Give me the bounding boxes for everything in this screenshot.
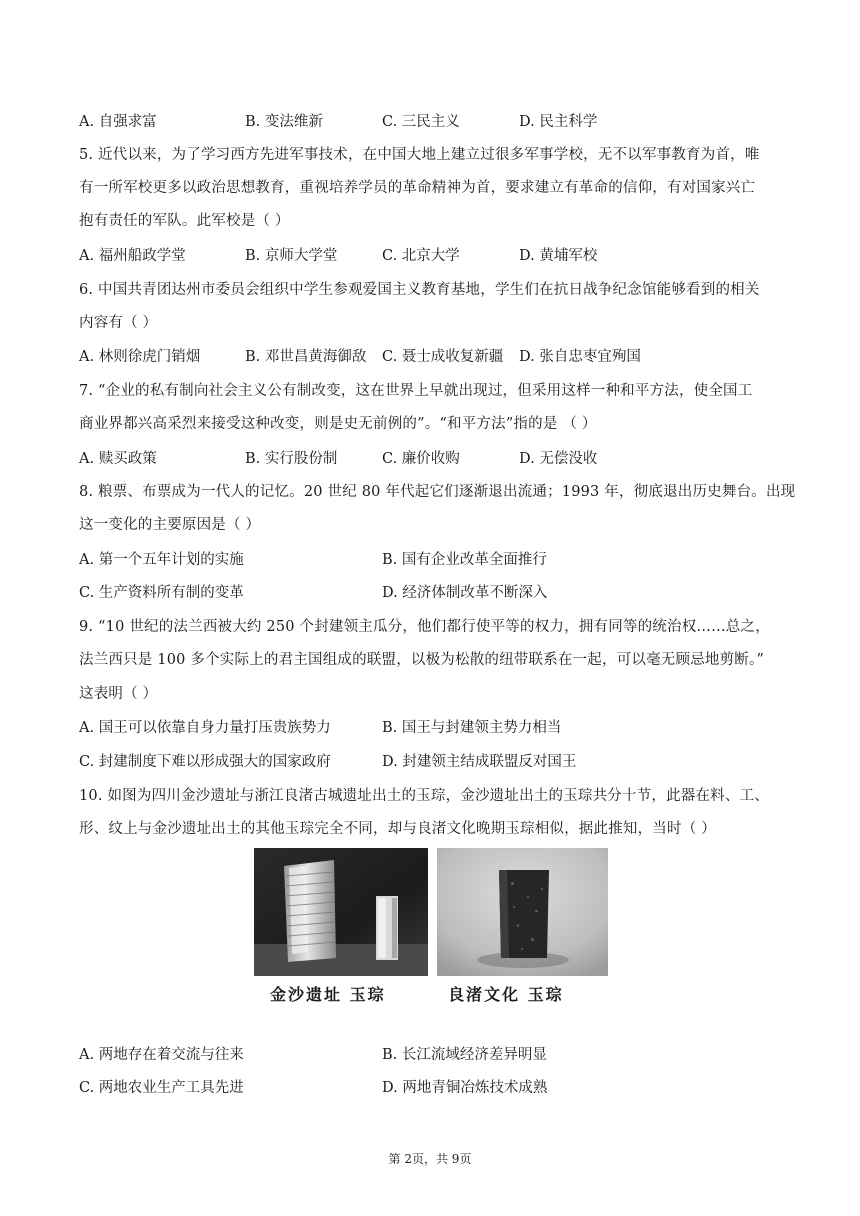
q8-stem-line-1: 8. 粮票、布票成为一代人的记忆。20 世纪 80 年代起它们逐渐退出流通；1993 年，彻底退出历史舞台。出现	[79, 484, 796, 500]
q4-option-a: A. 自强求富	[79, 114, 157, 130]
q7-option-a: A. 赎买政策	[79, 451, 157, 467]
q7-option-d: D. 无偿没收	[519, 451, 598, 467]
q9-option-a: A. 国王可以依靠自身力量打压贵族势力	[79, 720, 331, 736]
q7-stem-line-1: 7. “企业的私有制向社会主义公有制改变，这在世界上早就出现过，但采用这样一种和平方法，使全国工	[79, 383, 753, 399]
liangzhu-caption: 良渚文化 玉琮	[448, 985, 564, 1004]
q8-option-d: D. 经济体制改革不断深入	[382, 585, 548, 601]
q9-option-c: C. 封建制度下难以形成强大的国家政府	[79, 754, 331, 770]
q6-option-b: B. 邓世昌黄海御敌	[245, 349, 367, 365]
q9-option-b: B. 国王与封建领主势力相当	[382, 720, 562, 736]
q8-stem-line-2: 这一变化的主要原因是（ ）	[79, 517, 261, 533]
q6-option-d: D. 张自忠枣宜殉国	[519, 349, 641, 365]
q10-stem-line-2: 形、纹上与金沙遗址出土的其他玉琮完全不同，却与良渚文化晚期玉琮相似，据此推知，当时（ ）	[79, 821, 716, 837]
q5-option-d: D. 黄埔军校	[519, 248, 598, 264]
q10-option-d: D. 两地青铜冶炼技术成熟	[382, 1080, 548, 1096]
q7-option-c: C. 廉价收购	[382, 451, 460, 467]
q8-option-a: A. 第一个五年计划的实施	[79, 552, 244, 568]
q10-option-a: A. 两地存在着交流与往来	[79, 1047, 244, 1063]
q9-option-d: D. 封建领主结成联盟反对国王	[382, 754, 577, 770]
jade-cong-figure	[254, 848, 608, 1008]
q9-stem-line-1: 9. “10 世纪的法兰西被大约 250 个封建领主瓜分，他们都行使平等的权力，拥有同等的统治权……总之，	[79, 619, 770, 635]
page-number-footer: 第 2页，共 9页	[388, 1152, 472, 1166]
q5-option-a: A. 福州船政学堂	[79, 248, 186, 264]
liangzhu-jade-cong-photo	[437, 848, 608, 976]
q6-option-a: A. 林则徐虎门销烟	[79, 349, 201, 365]
q5-stem-line-2: 有一所军校更多以政治思想教育，重视培养学员的革命精神为首，要求建立有革命的信仰，有对国家兴亡	[79, 180, 756, 196]
q10-option-b: B. 长江流域经济差异明显	[382, 1047, 547, 1063]
q5-option-b: B. 京师大学堂	[245, 248, 338, 264]
q6-stem-line-1: 6. 中国共青团达州市委员会组织中学生参观爱国主义教育基地，学生们在抗日战争纪念馆能够看到的相关	[79, 282, 760, 298]
q10-stem-line-1: 10. 如图为四川金沙遗址与浙江良渚古城遗址出土的玉琮，金沙遗址出土的玉琮共分十节，此器在料、工、	[79, 788, 769, 804]
q7-option-b: B. 实行股份制	[245, 451, 338, 467]
q4-option-d: D. 民主科学	[519, 114, 598, 130]
q9-stem-line-3: 这表明（ ）	[79, 686, 158, 702]
q8-option-b: B. 国有企业改革全面推行	[382, 552, 547, 568]
q10-option-c: C. 两地农业生产工具先进	[79, 1080, 244, 1096]
q5-option-c: C. 北京大学	[382, 248, 460, 264]
q7-stem-line-2: 商业界都兴高采烈来接受这种改变，则是史无前例的”。“和平方法”指的是 （ ）	[79, 416, 597, 432]
q5-stem-line-3: 抱有责任的军队。此军校是（ ）	[79, 213, 290, 229]
q4-option-c: C. 三民主义	[382, 114, 460, 130]
q5-stem-line-1: 5. 近代以来，为了学习西方先进军事技术，在中国大地上建立过很多军事学校，无不以军事教育为首，唯	[79, 147, 760, 163]
q6-option-c: C. 聂士成收复新疆	[382, 349, 504, 365]
q6-stem-line-2: 内容有（ ）	[79, 315, 158, 331]
q4-option-b: B. 变法维新	[245, 114, 323, 130]
jinsha-jade-cong-photo	[254, 848, 428, 976]
q9-stem-line-2: 法兰西只是 100 多个实际上的君主国组成的联盟，以极为松散的纽带联系在一起，可以毫无顾忌地剪断。”	[79, 652, 765, 668]
q8-option-c: C. 生产资料所有制的变革	[79, 585, 244, 601]
jinsha-caption: 金沙遗址 玉琮	[270, 985, 386, 1004]
